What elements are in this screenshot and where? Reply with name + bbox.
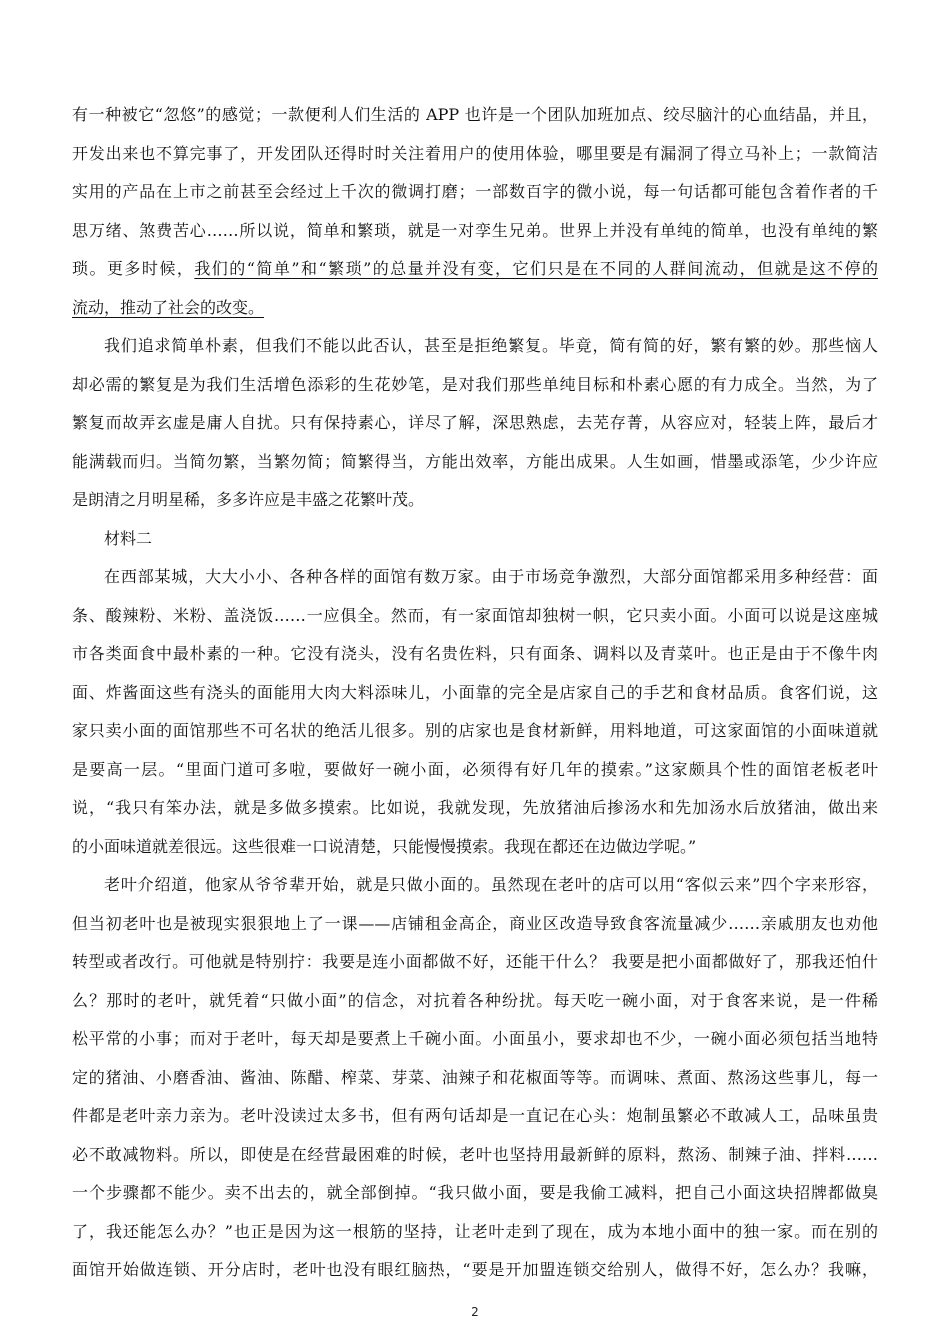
text-run: 我们追求简单朴素，但我们不能以此否认，甚至是拒绝繁复。毕竟，简有简的好，繁有繁的妙。那些恼人 [104, 336, 878, 355]
text-run: 却必需的繁复是为我们生活增色添彩的生花妙笔，是对我们那些单纯目标和朴素心愿的有力成全。当然，为了 [72, 374, 878, 394]
text-line [72, 520, 878, 559]
text-run: 是要高一层。“里面门道可多啦，要做好一碗小面，必须得有好几年的摸索。”这家颇具个性的面馆老板老叶 [72, 759, 878, 779]
text-run: 的小面味道就差很远。这些很难一口说清楚，只能慢慢摸索。我现在都还在边做边学呢。” [72, 836, 697, 856]
paragraph [72, 558, 878, 866]
text-line [72, 866, 878, 905]
text-run: 件都是老叶亲力亲为。老叶没读过太多书，但有两句话却是一直记在心头：炮制虽繁必不敢减人工，品味虽贵 [72, 1106, 878, 1125]
text-line [72, 481, 878, 520]
text-run: 市各类面食中最朴素的一种。它没有浇头，没有名贵佐料，只有面条、调料以及青菜叶。也正是由于不像牛肉 [72, 644, 878, 663]
text-run: 实用的产品在上市之前甚至会经过上千次的微调打磨；一部数百字的微小说，每一句话都可能包含着作者的千 [72, 182, 878, 201]
text-line [72, 289, 878, 328]
text-line [72, 404, 878, 443]
text-run: 思万绪、煞费苦心……所以说，简单和繁琐，就是一对孪生兄弟。世界上并没有单纯的简单，也没有单纯的繁 [72, 220, 878, 240]
text-run: 转型或者改行。可他就是特别拧：我要是连小面都做不好，还能干什么？ 我要是把小面都做好了，那我还怕什 [72, 952, 878, 971]
underlined-text: 我们的“简单”和“繁琐”的总量并没有变，它们只是在不同的人群间流动，但就是这不停的 [194, 259, 878, 278]
text-line [72, 982, 878, 1021]
text-run: 一个步骤都不能少。卖不出去的，就全部倒掉。“我只做小面，要是我偷工减料，把自己小面这块招牌都做臭 [72, 1183, 878, 1202]
text-line [72, 597, 878, 636]
text-line [72, 250, 878, 289]
text-run: 能满载而归。当简勿繁，当繁勿简；简繁得当，方能出效率，方能出成果。人生如画，惜墨或添笔，少少许应 [72, 451, 878, 471]
text-line [72, 1136, 878, 1175]
text-run: 必不敢减物料。所以，即使是在经营最困难的时候，老叶也坚持用最新鲜的原料，熬汤、制辣子油、拌料…… [72, 1144, 878, 1164]
text-line [72, 905, 878, 944]
text-run: 有一种被它“忽悠”的感觉；一款便利人们生活的 APP 也许是一个团队加班加点、绞尽脑汁的心血结晶，并且， [72, 105, 878, 124]
text-run: 么？那时的老叶，就凭着“只做小面”的信念，对抗着各种纷扰。每天吃一碗小面，对于食客来说，是一件稀 [72, 990, 878, 1010]
text-run: 面馆开始做连锁、开分店时，老叶也没有眼红脑热，“要是开加盟连锁交给别人，做得不好，怎么办？我嘛， [72, 1260, 878, 1279]
text-line [72, 443, 878, 482]
text-run: 开发出来也不算完事了，开发团队还得时时关注着用户的使用体验，哪里要是有漏洞了得立马补上；一款简洁 [72, 143, 878, 163]
text-run: 松平常的小事；而对于老叶，每天却是要煮上千碗小面。小面虽小，要求却也不少，一碗小面必须包括当地特 [72, 1029, 878, 1048]
text-line [72, 635, 878, 674]
text-run: 但当初老叶也是被现实狠狠地上了一课——店铺租金高企，商业区改造导致食客流量减少……亲戚朋友也劝他 [72, 913, 878, 933]
text-run: 琐。更多时候， [72, 259, 195, 278]
text-line [72, 1174, 878, 1213]
text-line [72, 96, 878, 135]
text-line [72, 1097, 878, 1136]
text-line [72, 712, 878, 751]
text-run: 是朗清之月明星稀，多多许应是丰盛之花繁叶茂。 [72, 490, 425, 509]
document-page [72, 96, 878, 1290]
section-heading [72, 520, 878, 559]
text-line [72, 366, 878, 405]
text-run: 繁复而故弄玄虚是庸人自扰。只有保持素心，详尽了解，深思熟虑，去芜存菁，从容应对，轻装上阵，最后才 [72, 413, 878, 432]
text-line [72, 828, 878, 867]
text-line [72, 674, 878, 713]
text-line [72, 173, 878, 212]
text-run: 了，我还能怎么办？”也正是因为这一根筋的坚持，让老叶走到了现在，成为本地小面中的独一家。而在别的 [72, 1221, 878, 1241]
text-line [72, 1213, 878, 1252]
text-line [72, 212, 878, 251]
paragraph [72, 327, 878, 520]
text-run: 面、炸酱面这些有浇头的面能用大肉大料添味儿，小面靠的完全是店家自己的手艺和食材品质。食客们说，这 [72, 682, 878, 702]
text-run: 材料二 [104, 528, 153, 548]
text-line [72, 943, 878, 982]
page-number: 2 [471, 1305, 479, 1319]
text-run: 在西部某城，大大小小、各种各样的面馆有数万家。由于市场竞争激烈，大部分面馆都采用多种经营：面 [104, 567, 878, 586]
text-run: 说，“我只有笨办法，就是多做多摸索。比如说，我就发现，先放猪油后掺汤水和先加汤水后放猪油，做出来 [72, 798, 878, 817]
text-line [72, 327, 878, 366]
paragraph [72, 866, 878, 1290]
paragraph [72, 96, 878, 327]
text-run: 定的猪油、小磨香油、酱油、陈醋、榨菜、芽菜、油辣子和花椒面等等。而调味、煮面、熬汤这些事儿，每一 [72, 1067, 878, 1087]
text-line [72, 1020, 878, 1059]
text-line [72, 789, 878, 828]
text-run: 家只卖小面的面馆那些不可名状的绝活儿很多。别的店家也是食材新鲜，用料地道，可这家面馆的小面味道就 [72, 721, 878, 740]
text-run: 老叶介绍道，他家从爷爷辈开始，就是只做小面的。虽然现在老叶的店可以用“客似云来”四个字来形容， [104, 875, 878, 894]
text-line [72, 135, 878, 174]
text-line [72, 558, 878, 597]
text-line [72, 1251, 878, 1290]
text-line [72, 751, 878, 790]
underlined-text: 流动，推动了社会的改变。 [72, 297, 265, 317]
text-line [72, 1059, 878, 1098]
text-run: 条、酸辣粉、米粉、盖浇饭……一应俱全。然而，有一家面馆却独树一帜，它只卖小面。小面可以说是这座城 [72, 605, 878, 625]
